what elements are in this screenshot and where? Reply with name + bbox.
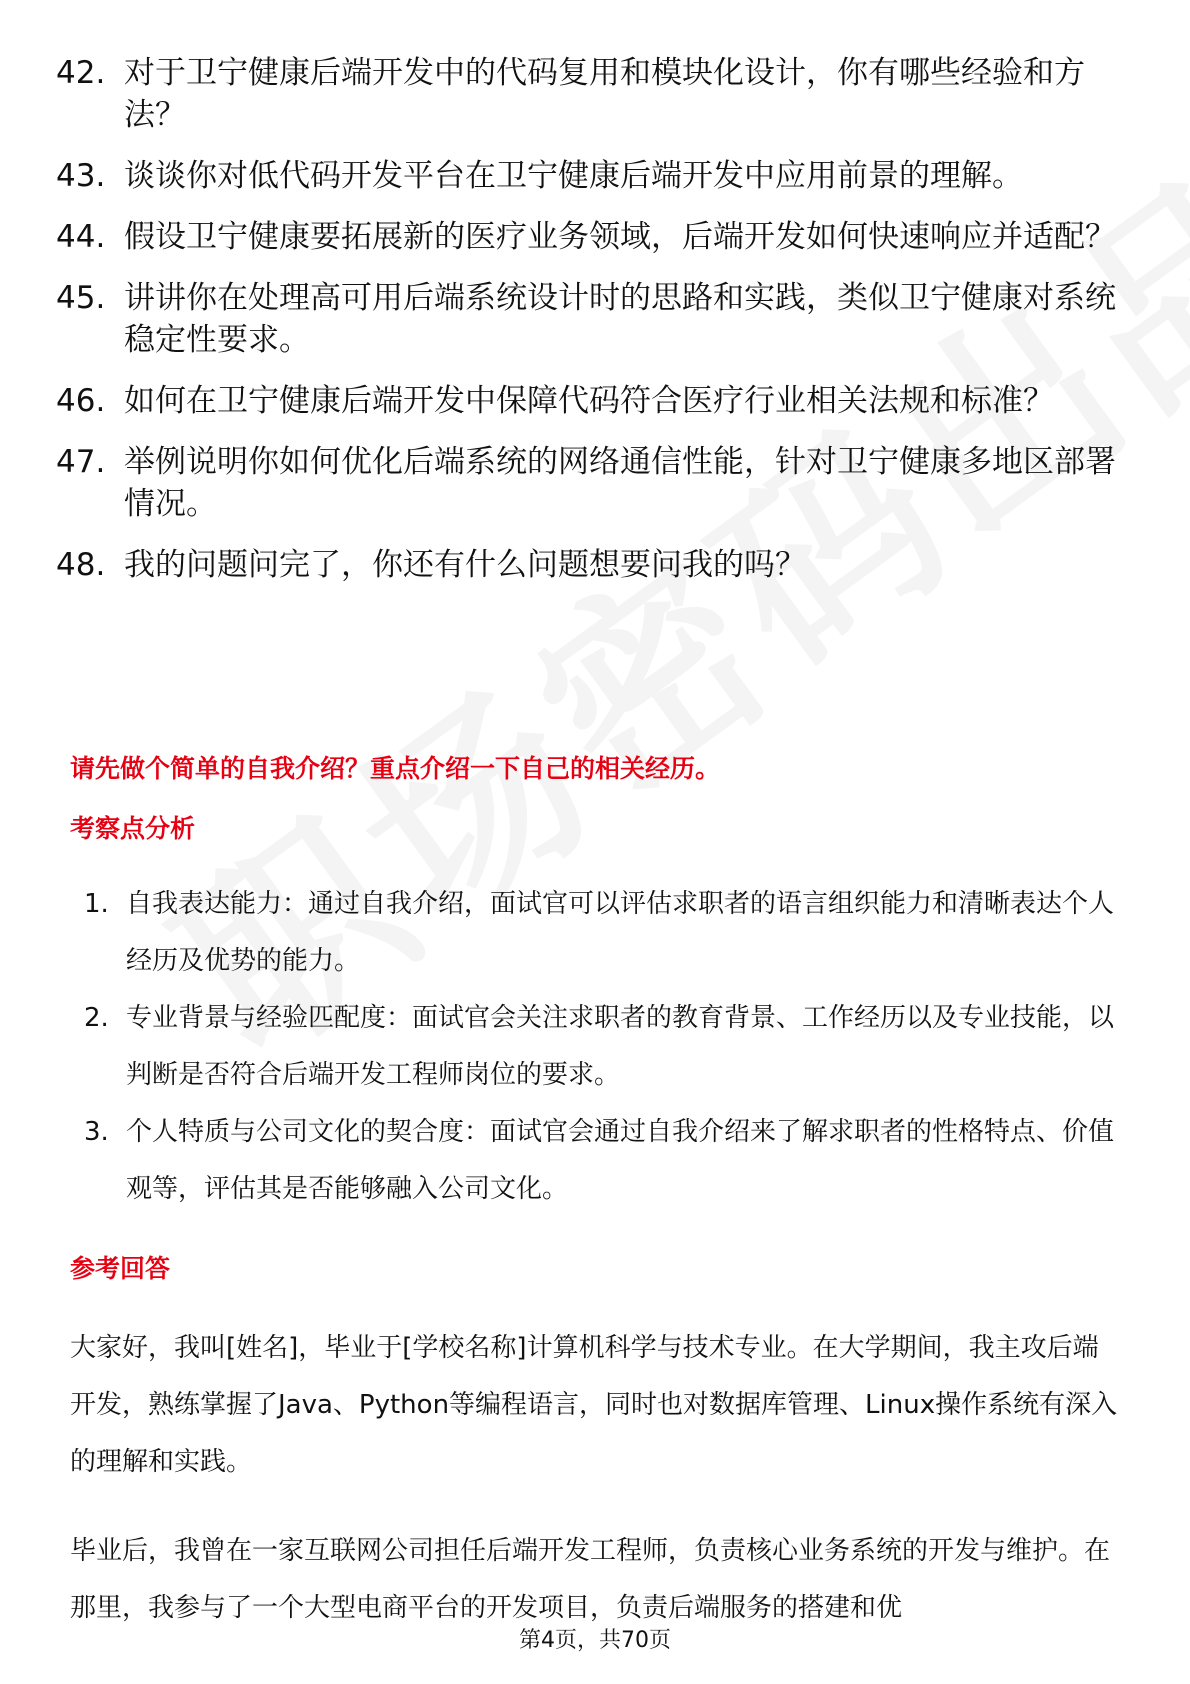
list-item (84, 876, 1124, 990)
answer-paragraph: 毕业后，我曾在一家互联网公司担任后端开发工程师，负责核心业务系统的开发与维护。在那里，我参与了一个大型电商平台的开发项目，负责后端服务的搭建和优 (70, 1536, 1111, 1623)
question-number: 47. (56, 444, 106, 480)
analysis-heading: 考察点分析 (70, 814, 196, 843)
question-text: 假设卫宁健康要拓展新的医疗业务领域，后端开发如何快速响应并适配？ (124, 219, 1116, 255)
question-text: 谈谈你对低代码开发平台在卫宁健康后端开发中应用前景的理解。 (124, 158, 1023, 194)
analysis-text: 个人特质与公司文化的契合度：面试官会通过自我介绍来了解求职者的性格特点、价值观等，评估其是否能够融入公司文化。 (126, 1117, 1115, 1204)
list-item (56, 52, 1116, 136)
question-text: 我的问题问完了，你还有什么问题想要问我的吗？ (124, 547, 806, 583)
question-text: 如何在卫宁健康后端开发中保障代码符合医疗行业相关法规和标准？ (124, 383, 1054, 419)
list-item (56, 544, 1116, 586)
analysis-number: 1. (84, 889, 109, 919)
analysis-text: 专业背景与经验匹配度：面试官会关注求职者的教育背景、工作经历以及专业技能，以判断是否符合后端开发工程师岗位的要求。 (126, 1003, 1115, 1090)
question-text: 举例说明你如何优化后端系统的网络通信性能，针对卫宁健康多地区部署情况。 (124, 444, 1116, 522)
question-list (56, 52, 1116, 605)
analysis-list (84, 876, 1124, 1218)
answer-paragraph: 大家好，我叫[姓名]，毕业于[学校名称]计算机科学与技术专业。在大学期间，我主攻后端开发，熟练掌握了Java、Python等编程语言，同时也对数据库管理、Linux操作系统有深入的理解和实践。 (70, 1333, 1118, 1477)
list-item (56, 441, 1116, 525)
analysis-text: 自我表达能力：通过自我介绍，面试官可以评估求职者的语言组织能力和清晰表达个人经历及优势的能力。 (126, 889, 1115, 976)
list-item (56, 216, 1116, 258)
question-number: 45. (56, 280, 106, 316)
question-number: 43. (56, 158, 106, 194)
list-item (56, 380, 1116, 422)
question-title: 请先做个简单的自我介绍？重点介绍一下自己的相关经历。 (70, 754, 721, 783)
answer-heading: 参考回答 (70, 1254, 171, 1283)
question-number: 44. (56, 219, 106, 255)
question-number: 46. (56, 383, 106, 419)
page-number: 第4页，共70页 (519, 1628, 671, 1653)
analysis-number: 2. (84, 1003, 109, 1033)
question-number: 48. (56, 547, 106, 583)
question-text: 讲讲你在处理高可用后端系统设计时的思路和实践，类似卫宁健康对系统稳定性要求。 (124, 280, 1116, 358)
list-item (84, 1104, 1124, 1218)
list-item (84, 990, 1124, 1104)
question-number: 42. (56, 55, 106, 91)
list-item (56, 155, 1116, 197)
analysis-number: 3. (84, 1117, 109, 1147)
question-text: 对于卫宁健康后端开发中的代码复用和模块化设计，你有哪些经验和方法？ (124, 55, 1085, 133)
list-item (56, 277, 1116, 361)
